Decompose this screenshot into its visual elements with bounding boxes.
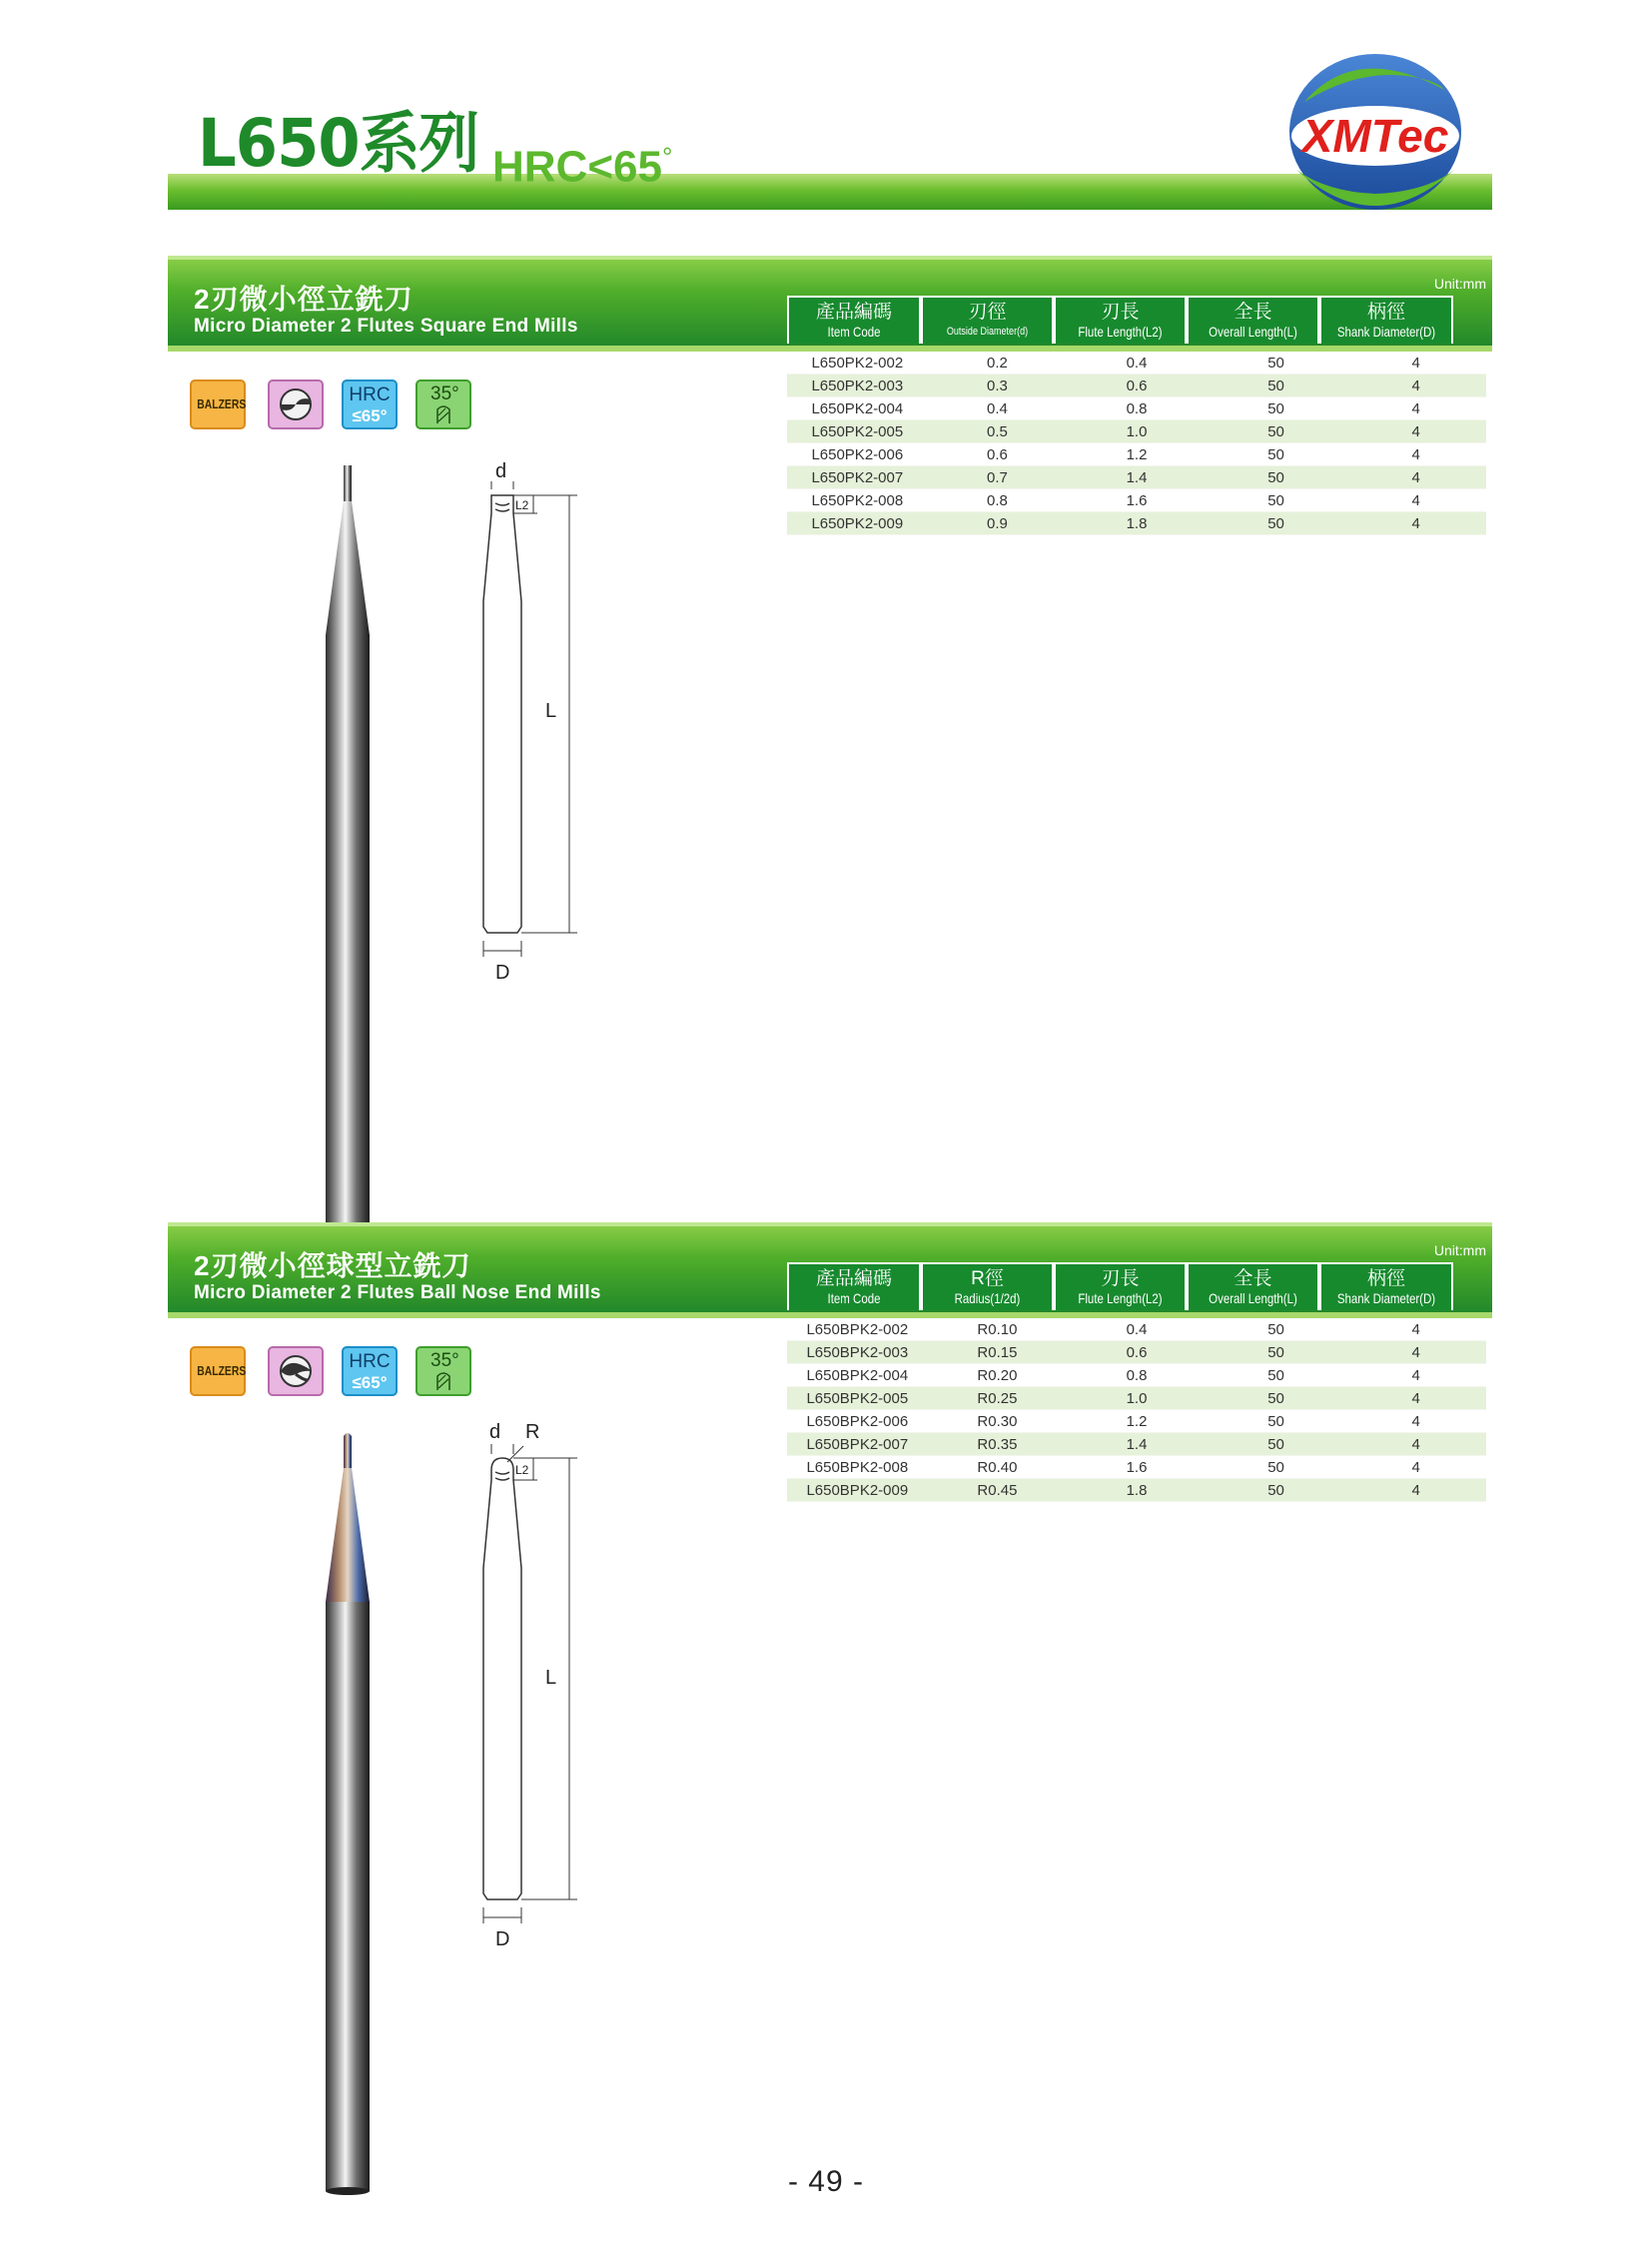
shank-diameter: 4 [1345,1318,1486,1341]
section-title-zh: 2刃微小徑球型立銑刀 [194,1250,471,1281]
page-header [168,100,1492,212]
helix-icon [417,1348,469,1394]
shank-diameter: 4 [1345,512,1486,535]
section-banner [168,256,1492,346]
flute-length: 0.8 [1067,1364,1207,1387]
column-header-overall-length [1187,1262,1319,1310]
overall-length: 50 [1207,443,1346,466]
shank-diameter: 4 [1345,1387,1486,1410]
ball-end-mill-photo [318,1432,378,2201]
radius: R0.45 [928,1479,1068,1502]
series-hrc [492,122,672,203]
overall-length: 50 [1207,1318,1346,1341]
outside-diameter: 0.4 [928,397,1068,420]
helix-angle-badge [415,1346,471,1396]
overall-length: 50 [1207,420,1346,443]
square-end-icon [268,379,324,429]
flute-length: 0.6 [1067,374,1207,397]
dim-r: R [525,1421,540,1443]
item-code: L650PK2-005 [787,420,928,443]
table-row [787,1456,1486,1479]
item-code: L650PK2-007 [787,466,928,489]
outside-diameter: 0.7 [928,466,1068,489]
column-header-en: Overall Length(L) [1209,1290,1297,1306]
dim-l2: L2 [515,498,529,512]
column-header-en: Item Code [827,324,881,340]
table-row [787,352,1486,374]
column-header-zh: 全長 [1234,1268,1272,1289]
unit-label: Unit:mm [1433,1242,1486,1258]
overall-length: 50 [1207,397,1346,420]
hrc-badge [342,1346,398,1396]
item-code: L650PK2-003 [787,374,928,397]
shank-diameter: 4 [1345,1410,1486,1433]
column-header-zh: 產品編碼 [815,302,892,323]
series-hrc-text: HRC<65 [492,142,662,192]
item-code: L650PK2-009 [787,512,928,535]
series-hrc-degree: ° [661,142,673,172]
column-header-zh: 全長 [1234,302,1272,323]
table-row [787,1433,1486,1456]
table-row [787,1479,1486,1502]
column-header-en: Shank Diameter(D) [1336,1290,1436,1306]
outside-diameter: 0.5 [928,420,1068,443]
outside-diameter: 0.9 [928,512,1068,535]
helix-icon [417,381,469,427]
end-mill-photo [318,465,378,1244]
column-header-en: Radius(1/2d) [954,1290,1021,1306]
overall-length: 50 [1207,1410,1346,1433]
column-header-overall-length [1187,296,1319,344]
flute-length: 0.8 [1067,397,1207,420]
item-code: L650BPK2-004 [787,1364,928,1387]
hrc-badge [342,379,398,429]
column-header-radius [921,1262,1054,1310]
table-row [787,1341,1486,1364]
overall-length: 50 [1207,1456,1346,1479]
flute-profile-icon [270,1348,322,1394]
shank-diameter: 4 [1345,1456,1486,1479]
table-row [787,466,1486,489]
shank-diameter: 4 [1345,1433,1486,1456]
section-banner [168,1222,1492,1312]
ball-nose-icon [268,1346,324,1396]
dim-l2: L2 [515,1463,529,1477]
item-code: L650BPK2-002 [787,1318,928,1341]
item-code: L650PK2-002 [787,352,928,374]
item-code: L650PK2-006 [787,443,928,466]
flute-length: 0.6 [1067,1341,1207,1364]
helix-angle-badge [415,379,471,429]
item-code: L650PK2-008 [787,489,928,512]
overall-length: 50 [1207,489,1346,512]
section-title-zh: 2刃微小徑立銑刀 [194,284,413,315]
helix-angle-label: 35° [430,1350,459,1371]
shank-diameter: 4 [1345,1341,1486,1364]
table-row [787,1387,1486,1410]
table-row [787,374,1486,397]
table-row [787,397,1486,420]
column-header-zh: 產品編碼 [815,1268,892,1289]
column-header-shank-diameter [1319,1262,1453,1310]
outside-diameter: 0.6 [928,443,1068,466]
radius: R0.20 [928,1364,1068,1387]
radius: R0.35 [928,1433,1068,1456]
page-number: - 49 - [787,2165,865,2198]
shank-diameter: 4 [1345,420,1486,443]
banner-highlight [168,1222,1492,1226]
shank-diameter: 4 [1345,466,1486,489]
shank-diameter: 4 [1345,397,1486,420]
flute-length: 1.2 [1067,443,1207,466]
item-code: L650BPK2-009 [787,1479,928,1502]
column-header-zh: R徑 [971,1268,1004,1289]
dim-l: L [545,1667,557,1689]
column-header-outside-diameter [921,296,1054,344]
item-code: L650BPK2-006 [787,1410,928,1433]
radius: R0.25 [928,1387,1068,1410]
column-header-en: Flute Length(L2) [1078,324,1163,340]
section-title-en: Micro Diameter 2 Flutes Square End Mills [194,316,578,337]
column-header-zh: 柄徑 [1366,302,1405,323]
flute-length: 1.2 [1067,1410,1207,1433]
shank-diameter: 4 [1345,489,1486,512]
coating-label: BALZERS [197,1363,247,1378]
overall-length: 50 [1207,1341,1346,1364]
spec-table [787,352,1486,535]
overall-length: 50 [1207,374,1346,397]
series-title: L650系列 [198,105,479,182]
item-code: L650BPK2-007 [787,1433,928,1456]
outside-diameter: 0.8 [928,489,1068,512]
table-row [787,1318,1486,1341]
table-row [787,512,1486,535]
table-row [787,1410,1486,1433]
overall-length: 50 [1207,1433,1346,1456]
overall-length: 50 [1207,512,1346,535]
unit-label: Unit:mm [1433,276,1486,292]
balzers-coating-badge [190,1346,246,1396]
dim-d: d [489,1421,501,1443]
column-header-flute-length [1054,1262,1187,1310]
column-header-en: Shank Diameter(D) [1336,324,1436,340]
overall-length: 50 [1207,1364,1346,1387]
column-header-en: Outside Diameter(d) [946,326,1029,338]
hrc-value: ≤65° [352,406,388,425]
column-header-item-code [787,1262,921,1310]
item-code: L650BPK2-003 [787,1341,928,1364]
outside-diameter: 0.3 [928,374,1068,397]
radius: R0.15 [928,1341,1068,1364]
table-row [787,443,1486,466]
flute-length: 1.8 [1067,1479,1207,1502]
shank-diameter: 4 [1345,374,1486,397]
helix-angle-label: 35° [430,383,459,404]
overall-length: 50 [1207,466,1346,489]
flute-length: 1.4 [1067,466,1207,489]
dim-shank-d: D [495,1928,510,1950]
shank-diameter: 4 [1345,352,1486,374]
hrc-label: HRC [349,1351,391,1372]
column-header-en: Item Code [827,1290,881,1306]
table-row [787,420,1486,443]
column-header-flute-length [1054,296,1187,344]
column-header-zh: 刃長 [1101,302,1140,323]
section-ball-nose-end-mills [168,1222,1492,2121]
logo-text: XMTec [1301,110,1449,162]
flute-length: 1.6 [1067,1456,1207,1479]
hrc-value: ≤65° [352,1373,388,1392]
dim-l: L [545,700,557,722]
overall-length: 50 [1207,1387,1346,1410]
section-title-en: Micro Diameter 2 Flutes Ball Nose End Mills [194,1282,601,1303]
overall-length: 50 [1207,352,1346,374]
dim-shank-d: D [495,962,510,984]
radius: R0.40 [928,1456,1068,1479]
xmtec-logo [1286,52,1464,212]
flute-length: 1.6 [1067,489,1207,512]
coating-label: BALZERS [197,396,247,411]
radius: R0.10 [928,1318,1068,1341]
column-header-zh: 刃徑 [968,302,1007,323]
flute-length: 0.4 [1067,352,1207,374]
item-code: L650BPK2-005 [787,1387,928,1410]
item-code: L650BPK2-008 [787,1456,928,1479]
column-header-zh: 刃長 [1101,1268,1140,1289]
hrc-label: HRC [349,384,391,405]
spec-table [787,1318,1486,1502]
end-mill-drawing [437,451,607,1011]
column-header-zh: 柄徑 [1366,1268,1405,1289]
radius: R0.30 [928,1410,1068,1433]
flute-profile-icon [270,381,322,427]
column-header-en: Flute Length(L2) [1078,1290,1163,1306]
section-square-end-mills [168,256,1492,1154]
ball-end-mill-drawing [437,1418,607,1977]
flute-length: 1.0 [1067,420,1207,443]
balzers-coating-badge [190,379,246,429]
flute-length: 0.4 [1067,1318,1207,1341]
overall-length: 50 [1207,1479,1346,1502]
column-header-shank-diameter [1319,296,1453,344]
shank-diameter: 4 [1345,1479,1486,1502]
shank-diameter: 4 [1345,443,1486,466]
table-row [787,489,1486,512]
dim-d: d [495,460,507,482]
flute-length: 1.4 [1067,1433,1207,1456]
item-code: L650PK2-004 [787,397,928,420]
table-row [787,1364,1486,1387]
column-header-en: Overall Length(L) [1209,324,1297,340]
shank-diameter: 4 [1345,1364,1486,1387]
banner-highlight [168,256,1492,260]
column-header-item-code [787,296,921,344]
flute-length: 1.8 [1067,512,1207,535]
flute-length: 1.0 [1067,1387,1207,1410]
outside-diameter: 0.2 [928,352,1068,374]
